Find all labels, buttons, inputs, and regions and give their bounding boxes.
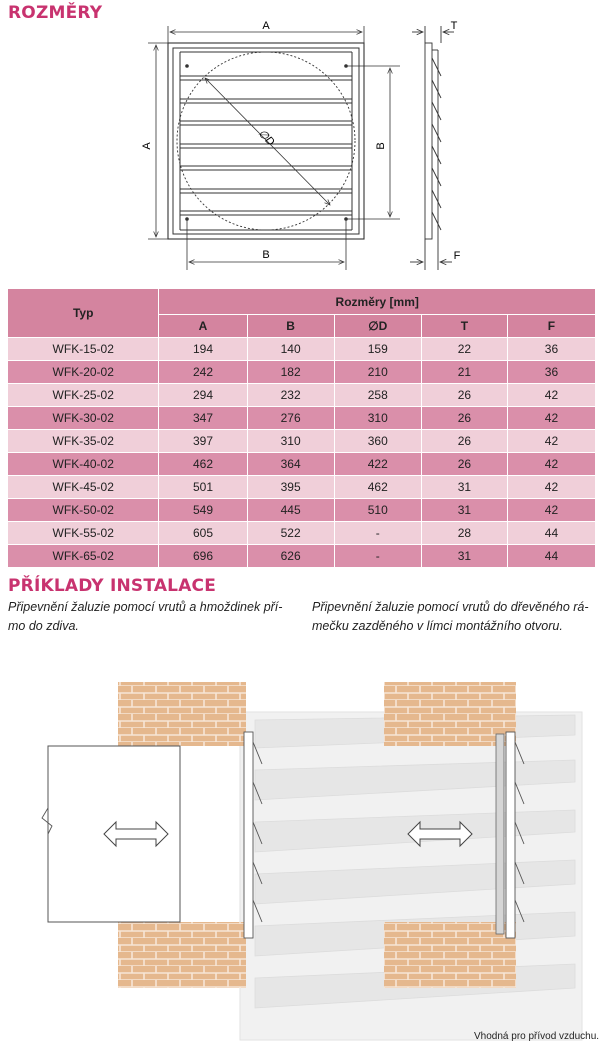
dim-label-a-side: A [141, 142, 153, 150]
caption-left: Připevnění žaluzie pomocí vrutů a hmoždinek pří- mo do zdiva. [8, 600, 283, 633]
section-title-install: PŘÍKLADY INSTALACE [8, 576, 217, 596]
dim-label-diameter: ∅D [255, 127, 277, 149]
table-row: WFK-20-02 242 182 210 21 36 [8, 361, 596, 384]
table-row: WFK-25-02 294 232 258 26 42 [8, 384, 596, 407]
table-row: WFK-40-02 462 364 422 26 42 [8, 453, 596, 476]
installation-illustration [0, 640, 600, 1052]
dim-label-f: F [453, 250, 461, 262]
header-col-t: T [421, 315, 507, 338]
dim-label-b-side: B [375, 142, 387, 150]
table-row: WFK-15-02 194 140 159 22 36 [8, 338, 596, 361]
table-row: WFK-65-02 696 626 - 31 44 [8, 545, 596, 568]
grille-side-view [410, 26, 454, 270]
table-row: WFK-50-02 549 445 510 31 42 [8, 499, 596, 522]
header-col-f: F [507, 315, 595, 338]
dim-label-a-top: A [262, 20, 270, 32]
table-row: WFK-35-02 397 310 360 26 42 [8, 430, 596, 453]
header-col-b: B [247, 315, 334, 338]
header-col-a: A [159, 315, 247, 338]
section-title-dimensions: ROZMĚRY [8, 3, 103, 23]
table-row: WFK-45-02 501 395 462 31 42 [8, 476, 596, 499]
install-left [42, 682, 262, 988]
header-typ: Typ [8, 289, 159, 338]
dimensions-table [8, 289, 596, 568]
table-row: WFK-55-02 605 522 - 28 44 [8, 522, 596, 545]
grille-photo [240, 712, 582, 1040]
caption-right: Připevnění žaluzie pomocí vrutů do dřevěného rá- mečku zazděného v límci montážního otvoru. [312, 600, 589, 633]
dim-label-t: T [450, 20, 458, 32]
header-col-d: ∅D [334, 315, 421, 338]
dim-label-b-bottom: B [262, 249, 270, 261]
header-dimensions-group: Rozměry [mm] [159, 289, 596, 315]
dimension-drawing [0, 18, 600, 280]
footnote: Vhodná pro přívod vzduchu. [474, 1031, 600, 1042]
table-row: WFK-30-02 347 276 310 26 42 [8, 407, 596, 430]
